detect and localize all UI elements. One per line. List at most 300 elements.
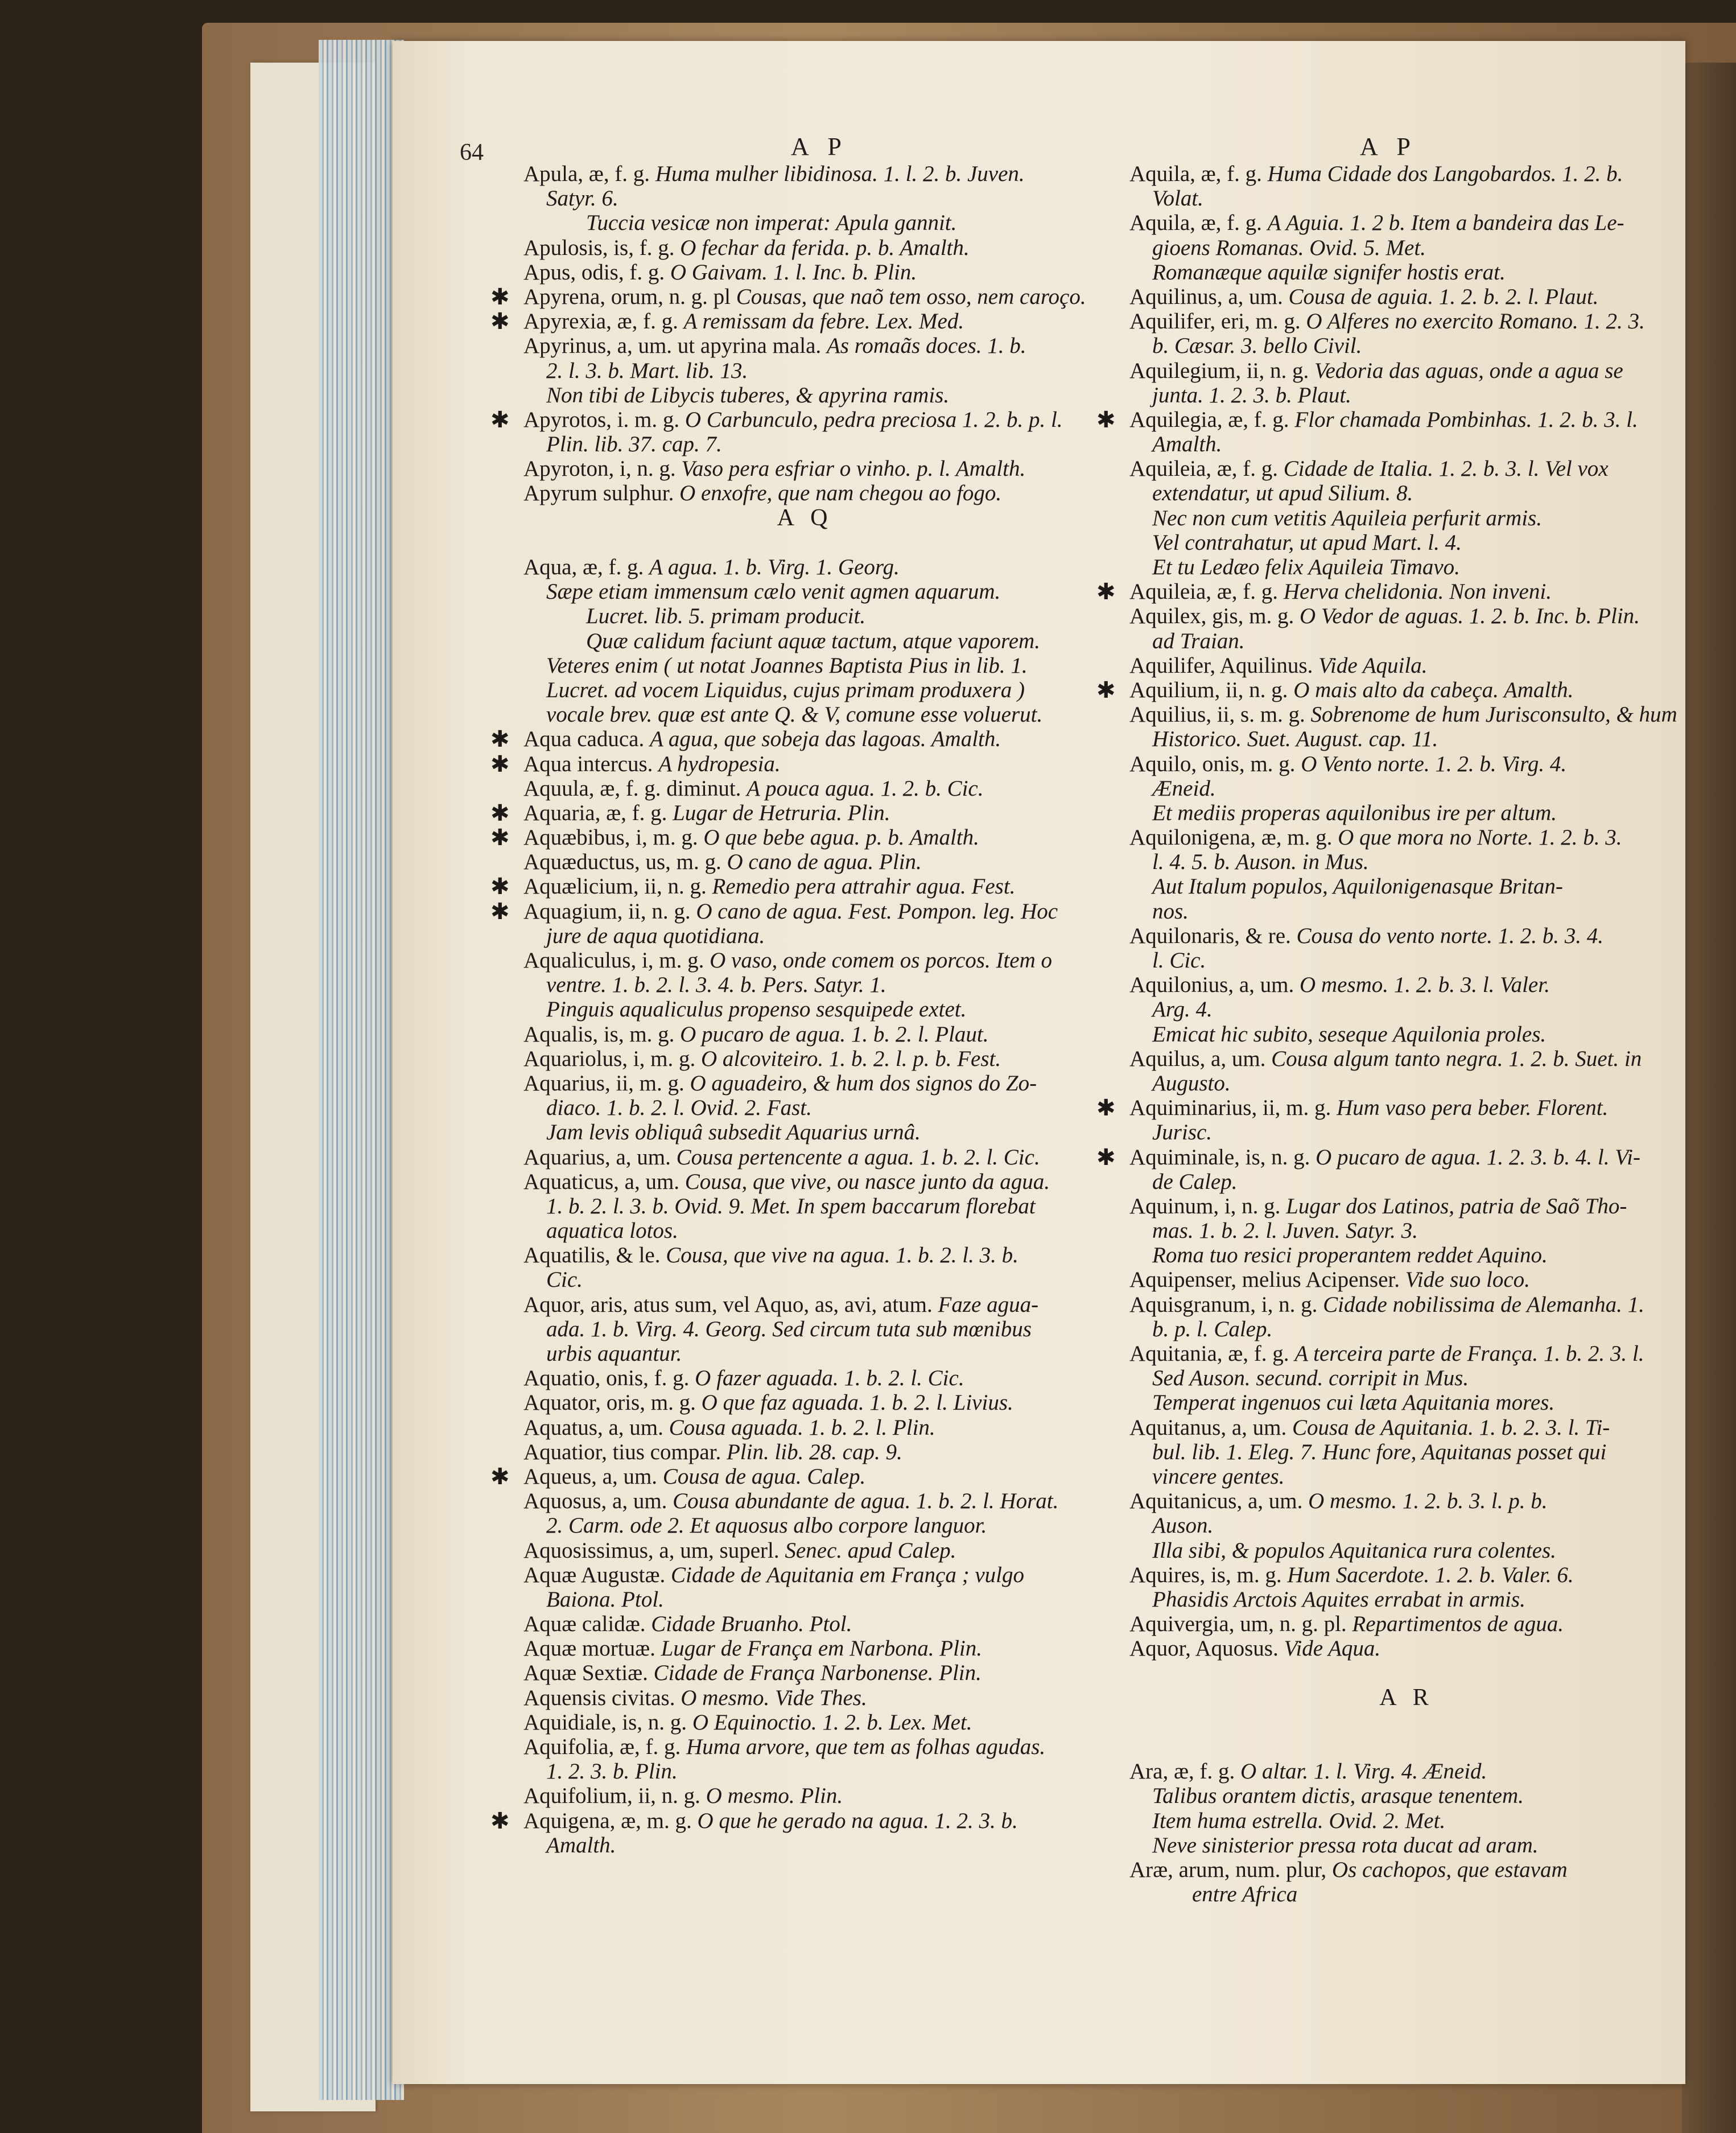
dictionary-line (1129, 1366, 1684, 1390)
dictionary-line (523, 1735, 1087, 1759)
dictionary-line (1129, 506, 1684, 530)
definition-text: Lucret. ad vocem Liquidus, cujus primam produxera ) (546, 677, 1025, 702)
dictionary-line (1129, 1071, 1684, 1096)
dictionary-line (490, 800, 1087, 826)
definition-text: Cousa de aguia. 1. 2. b. 2. l. Plaut. (1288, 284, 1599, 309)
dictionary-line (523, 1022, 1087, 1047)
definition-text: Augusto. (1152, 1070, 1231, 1096)
dictionary-line (1129, 309, 1684, 333)
dictionary-line (523, 1513, 1087, 1538)
definition-text: 1. 2. 3. b. Plin. (546, 1759, 678, 1784)
definition-text: Remedio pera attrahir agua. Fest. (712, 874, 1016, 899)
definition-text: Item huma estrella. Ovid. 2. Met. (1152, 1808, 1446, 1833)
dictionary-line (1129, 1538, 1684, 1563)
dictionary-line (1129, 1464, 1684, 1489)
dictionary-line (1129, 1267, 1684, 1292)
dictionary-line (1129, 383, 1684, 407)
definition-text: O cano de agua. Fest. Pompon. leg. Hoc (696, 899, 1058, 924)
definition-text: Satyr. 6. (546, 186, 618, 211)
definition-text: O pucaro de agua. 1. b. 2. l. Plaut. (680, 1022, 989, 1047)
dictionary-line (1129, 1858, 1684, 1882)
definition-text: Jam levis obliquâ subsedit Aquarius urnâ. (546, 1120, 921, 1145)
headword: Aquinum, i, n. g. (1129, 1193, 1286, 1218)
definition-text: O fechar da ferida. p. b. Amalth. (680, 235, 970, 260)
dictionary-line (1129, 727, 1684, 751)
definition-text: O cano de agua. Plin. (727, 850, 922, 875)
definition-text: O Carbunculo, pedra preciosa 1. 2. b. p. l. (684, 407, 1063, 432)
headword: Aquæductus, us, m. g. (523, 850, 727, 875)
definition-text: Amalth. (546, 1833, 616, 1858)
dictionary-line (1129, 333, 1684, 358)
section-heading: A Q (777, 504, 834, 531)
dictionary-line (1096, 406, 1684, 433)
definition-text: Vide suo loco. (1405, 1267, 1530, 1292)
dictionary-line (1129, 1022, 1684, 1047)
dictionary-line (523, 604, 1087, 628)
dictionary-line (1129, 629, 1684, 653)
dictionary-line (490, 308, 1087, 335)
asterisk-icon: ✱ (490, 751, 510, 777)
dictionary-line (1129, 1390, 1684, 1415)
dictionary-line (523, 1489, 1087, 1513)
dictionary-line (1096, 677, 1684, 703)
dictionary-line (490, 898, 1087, 924)
headword: Aquilonaris, & re. (1129, 923, 1297, 948)
headword: Aquileia, æ, f. g. (1129, 456, 1284, 481)
dictionary-line (490, 1807, 1087, 1834)
dictionary-line (1129, 1440, 1684, 1464)
dictionary-line (1129, 604, 1684, 628)
definition-text: O mesmo. Plin. (706, 1784, 843, 1809)
dictionary-line (1129, 1735, 1684, 1759)
definition-text: Sæpe etiam immensum cælo venit agmen aquarum. (546, 579, 1001, 604)
dictionary-line (523, 1292, 1087, 1317)
dictionary-line (523, 973, 1087, 997)
asterisk-icon: ✱ (490, 1463, 510, 1489)
definition-text: bul. lib. 1. Eleg. 7. Hunc fore, Aquitanas posset qui (1152, 1439, 1607, 1464)
headword: Aquælicium, ii, n. g. (523, 874, 712, 899)
dictionary-line (523, 776, 1087, 801)
definition-text: Cousa abundante de agua. 1. b. 2. l. Horat. (673, 1489, 1059, 1514)
definition-text: Lugar de França em Narbona. Plin. (661, 1636, 983, 1661)
dictionary-line (1129, 1292, 1684, 1317)
definition-text: vincere gentes. (1152, 1464, 1285, 1489)
definition-text: Faze agua- (938, 1292, 1039, 1317)
definition-text: Vel contrahatur, ut apud Mart. l. 4. (1152, 530, 1462, 555)
dictionary-line (1129, 186, 1684, 211)
dictionary-line (1129, 1218, 1684, 1243)
headword: Aquilinus, a, um. (1129, 284, 1289, 309)
dictionary-line (1129, 1882, 1684, 1906)
definition-text: A pouca agua. 1. 2. b. Cic. (747, 776, 984, 801)
dictionary-line (1129, 1317, 1684, 1341)
dictionary-line (523, 1096, 1087, 1120)
headword: Aquæ calidæ. (523, 1612, 651, 1637)
page-number: 64 (460, 139, 484, 166)
definition-text: O Equinoctio. 1. 2. b. Lex. Met. (692, 1710, 972, 1735)
definition-text: Cousa de agua. Calep. (662, 1464, 866, 1489)
headword: Aqualis, is, m. g. (523, 1022, 681, 1047)
headword: Aquatior, tius compar. (523, 1439, 727, 1464)
definition-text: junta. 1. 2. 3. b. Plaut. (1152, 382, 1351, 407)
dictionary-line (523, 456, 1087, 481)
definition-text: O alcoviteiro. 1. b. 2. l. p. b. Fest. (700, 1046, 1001, 1071)
headword: Aquires, is, m. g. (1129, 1562, 1288, 1587)
dictionary-line (1096, 1144, 1684, 1170)
dictionary-line (1129, 1513, 1684, 1538)
dictionary-line (1129, 1833, 1684, 1858)
headword: Aquilium, ii, n. g. (1129, 677, 1294, 702)
definition-text: O pucaro de agua. 1. 2. 3. b. 4. l. Vi- (1316, 1144, 1640, 1170)
dictionary-line (1129, 801, 1684, 825)
dictionary-line (523, 1366, 1087, 1390)
dictionary-line (523, 678, 1087, 702)
asterisk-icon: ✱ (490, 874, 510, 900)
headword: Apyrena, orum, n. g. pl (523, 284, 736, 309)
definition-text: b. p. l. Calep. (1152, 1316, 1273, 1341)
headword: Aquileia, æ, f. g. (1129, 579, 1284, 604)
dictionary-line (523, 1563, 1087, 1587)
dictionary-line (523, 333, 1087, 358)
dictionary-line (1129, 752, 1684, 776)
dictionary-line (523, 1120, 1087, 1144)
dictionary-line (1129, 1489, 1684, 1513)
dictionary-line (1129, 948, 1684, 973)
headword: Apus, odis, f. g. (523, 260, 670, 285)
dictionary-line (1129, 776, 1684, 801)
definition-text: A remissam da febre. Lex. Med. (683, 309, 964, 334)
definition-text: A agua. 1. b. Virg. 1. Georg. (649, 555, 900, 579)
definition-text: O mesmo. 1. 2. b. 3. l. p. b. (1308, 1489, 1548, 1514)
definition-text: O altar. 1. l. Virg. 4. Æneid. (1240, 1759, 1487, 1784)
dictionary-line (523, 579, 1087, 604)
dictionary-line (1129, 1170, 1684, 1194)
dictionary-line (523, 211, 1087, 235)
headword: Aræ, arum, num. plur, (1129, 1857, 1332, 1882)
asterisk-icon: ✱ (490, 308, 510, 335)
definition-text: Volat. (1152, 186, 1203, 211)
headword: Aquivergia, um, n. g. pl. (1129, 1612, 1352, 1637)
headword: Aquitanicus, a, um. (1129, 1489, 1309, 1514)
dictionary-line (523, 260, 1087, 285)
headword: Aquiminarius, ii, m. g. (1129, 1096, 1337, 1121)
headword: Aquifolia, æ, f. g. (523, 1735, 686, 1759)
definition-text: Jurisc. (1152, 1120, 1213, 1145)
headword: Aquatus, a, um. (523, 1415, 669, 1440)
headword: Aquariolus, i, m. g. (523, 1046, 701, 1071)
definition-text: gioens Romanas. Ovid. 5. Met. (1152, 235, 1426, 260)
definition-text: O mesmo. Vide Thes. (681, 1685, 867, 1710)
definition-text: O que faz aguada. 1. b. 2. l. Livius. (701, 1390, 1013, 1415)
definition-text: Temperat ingenuos cui læta Aquitania mores. (1152, 1390, 1555, 1415)
dictionary-line (1129, 555, 1684, 579)
definition-text: Cidade Bruanho. Ptol. (651, 1612, 852, 1637)
asterisk-icon: ✱ (1096, 406, 1116, 433)
right-column-header: A P (1360, 133, 1417, 160)
dictionary-line (523, 702, 1087, 727)
headword: Aquæ mortuæ. (523, 1636, 661, 1661)
definition-text: Romanæque aquilæ signifer hostis erat. (1152, 260, 1506, 285)
dictionary-line (523, 924, 1087, 948)
asterisk-icon: ✱ (490, 726, 510, 752)
definition-text: Non tibi de Libycis tuberes, & apyrina ramis. (546, 382, 950, 407)
headword: Aquitanus, a, um. (1129, 1415, 1292, 1440)
definition-text: 2. Carm. ode 2. Et aquosus albo corpore languor. (546, 1513, 987, 1538)
definition-text: Aut Italum populos, Aquilonigenasque Britan- (1152, 874, 1563, 899)
headword: Aqueus, a, um. (523, 1464, 663, 1489)
dictionary-line (523, 162, 1087, 186)
definition-text: l. Cic. (1152, 948, 1206, 973)
headword: Apyrinus, a, um. ut apyrina mala. (523, 333, 827, 359)
headword: Aquilonius, a, um. (1129, 973, 1300, 998)
headword: Aqua intercus. (523, 751, 659, 776)
headword: Aquila, æ, f. g. (1129, 211, 1268, 236)
dictionary-line (1129, 1661, 1684, 1685)
headword: Aquilo, onis, m. g. (1129, 751, 1301, 776)
definition-text: Sed Auson. secund. corripit in Mus. (1152, 1366, 1469, 1391)
definition-text: Et mediis properas aquilonibus ire per altum. (1152, 800, 1557, 825)
dictionary-line (523, 1194, 1087, 1218)
headword: Aquator, oris, m. g. (523, 1390, 702, 1415)
definition-text: Cidade nobilissima de Alemanha. 1. (1323, 1292, 1644, 1317)
definition-text: Cousa algum tanto negra. 1. 2. b. Suet. in (1271, 1046, 1642, 1071)
dictionary-line (1129, 211, 1684, 235)
dictionary-line (490, 874, 1087, 900)
dictionary-line (490, 406, 1087, 433)
dictionary-line (523, 948, 1087, 973)
dictionary-line (523, 1686, 1087, 1710)
definition-text: Huma arvore, que tem as folhas agudas. (686, 1735, 1046, 1759)
headword: Aquæ Augustæ. (523, 1562, 671, 1587)
dictionary-line (1129, 1563, 1684, 1587)
headword: Apyroton, i, n. g. (523, 456, 682, 481)
headword: Aquensis civitas. (523, 1685, 681, 1710)
headword: Aqua, æ, f. g. (523, 555, 649, 579)
dictionary-line (1129, 359, 1684, 383)
definition-text: As romaãs doces. 1. b. (826, 333, 1026, 359)
dictionary-line (523, 481, 1087, 505)
asterisk-icon: ✱ (490, 800, 510, 826)
definition-text: Illa sibi, & populos Aquitanica rura colentes. (1152, 1538, 1556, 1563)
definition-text: O Gaivam. 1. l. Inc. b. Plin. (670, 260, 917, 285)
page-edges (319, 40, 404, 2100)
definition-text: nos. (1152, 899, 1189, 924)
definition-text: Cousa pertencente a agua. 1. b. 2. l. Cic. (676, 1144, 1040, 1170)
dictionary-line (523, 1440, 1087, 1464)
definition-text: O mesmo. 1. 2. b. 3. l. Valer. (1300, 973, 1550, 998)
definition-text: Hum Sacerdote. 1. 2. b. Valer. 6. (1287, 1562, 1574, 1587)
definition-text: Cic. (546, 1267, 583, 1292)
dictionary-line (1129, 530, 1684, 555)
definition-text: A terceira parte de França. 1. b. 2. 3. l. (1294, 1341, 1644, 1366)
definition-text: O aguadeiro, & hum dos signos do Zo- (690, 1070, 1037, 1096)
definition-text: vocale brev. quæ est ante Q. & V, comune esse voluerut. (546, 702, 1043, 727)
dictionary-line (1129, 899, 1684, 924)
definition-text: Cidade de França Narbonense. Plin. (653, 1661, 982, 1686)
asterisk-icon: ✱ (490, 825, 510, 851)
dictionary-line (490, 283, 1087, 310)
dictionary-line (523, 1243, 1087, 1267)
dictionary-line (523, 1218, 1087, 1243)
definition-text: Tuccia vesicæ non imperat: Apula gannit. (586, 211, 957, 236)
headword: Aquisgranum, i, n. g. (1129, 1292, 1323, 1317)
definition-text: Repartimentos de agua. (1352, 1612, 1564, 1637)
headword: Apyrum sulphur. (523, 481, 680, 506)
headword: Apula, æ, f. g. (523, 162, 655, 186)
dictionary-line (1129, 1194, 1684, 1218)
dictionary-line (523, 1538, 1087, 1563)
definition-text: Os cachopos, que estavam (1331, 1857, 1568, 1882)
definition-text: ad Traian. (1152, 628, 1245, 653)
dictionary-line (523, 1267, 1087, 1292)
headword: Aquor, aris, atus sum, vel Aquo, as, avi, atum. (523, 1292, 938, 1317)
dictionary-line (523, 653, 1087, 678)
headword: Aquitania, æ, f. g. (1129, 1341, 1295, 1366)
dictionary-line (1129, 973, 1684, 997)
headword: Aquæ Sextiæ. (523, 1661, 654, 1686)
asterisk-icon: ✱ (490, 898, 510, 924)
dictionary-line (1129, 481, 1684, 505)
dictionary-line (523, 383, 1087, 407)
dictionary-line (490, 825, 1087, 851)
definition-text: mas. 1. b. 2. l. Juven. Satyr. 3. (1152, 1218, 1418, 1243)
dictionary-line (523, 186, 1087, 211)
dictionary-line (1129, 924, 1684, 948)
definition-text: Senec. apud Calep. (785, 1538, 956, 1563)
dictionary-line (1129, 874, 1684, 899)
dictionary-line (1129, 1243, 1684, 1267)
headword: Aquilegia, æ, f. g. (1129, 407, 1295, 432)
headword: Aquiminale, is, n. g. (1129, 1144, 1316, 1170)
definition-text: O vaso, onde comem os porcos. Item o (710, 948, 1052, 973)
definition-text: Arg. 4. (1152, 997, 1213, 1022)
headword: Aquosissimus, a, um, superl. (523, 1538, 785, 1563)
definition-text: A agua, que sobeja das lagoas. Amalth. (649, 727, 1001, 752)
headword: Aquilifer, Aquilinus. (1129, 653, 1319, 678)
asterisk-icon: ✱ (490, 283, 510, 310)
dictionary-line (1129, 850, 1684, 874)
dictionary-line (1129, 1710, 1684, 1735)
definition-text: Herva chelidonia. Non inveni. (1283, 579, 1552, 604)
definition-text: Cousa, que vive, ou nasce junto da agua. (684, 1169, 1050, 1194)
dictionary-line (1129, 1120, 1684, 1144)
headword: Aquilegium, ii, n. g. (1129, 358, 1314, 383)
headword: Aquula, æ, f. g. diminut. (523, 776, 747, 801)
definition-text: Vedoria das aguas, onde a agua se (1314, 358, 1623, 383)
dictionary-line (1129, 1415, 1684, 1440)
dictionary-line (523, 1047, 1087, 1071)
dictionary-line (523, 1341, 1087, 1366)
dictionary-line (1129, 285, 1684, 309)
dictionary-line (1129, 236, 1684, 260)
definition-text: Lucret. lib. 5. primam producit. (586, 604, 866, 629)
dictionary-line (490, 726, 1087, 752)
definition-text: Phasidis Arctois Aquites errabat in armis. (1152, 1587, 1525, 1612)
dictionary-line (523, 1170, 1087, 1194)
headword: Aquarius, ii, m. g. (523, 1070, 690, 1096)
asterisk-icon: ✱ (1096, 579, 1116, 605)
definition-text: diaco. 1. b. 2. l. Ovid. 2. Fast. (546, 1096, 812, 1121)
definition-text: O que bebe agua. p. b. Amalth. (703, 825, 979, 850)
dictionary-line (1129, 1636, 1684, 1661)
headword: Aquilonigena, æ, m. g. (1129, 825, 1338, 850)
definition-text: Lugar de Hetruria. Plin. (673, 800, 890, 825)
definition-text: O que he gerado na agua. 1. 2. 3. b. (697, 1808, 1018, 1833)
dictionary-line (523, 1145, 1087, 1170)
dictionary-line (1129, 1784, 1684, 1808)
definition-text: Huma mulher libidinosa. 1. l. 2. b. Juven. (655, 162, 1025, 186)
definition-text: Cidade de Italia. 1. 2. b. 3. l. Vel vox (1283, 456, 1609, 481)
definition-text: 1. b. 2. l. 3. b. Ovid. 9. Met. In spem baccarum florebat (546, 1193, 1036, 1218)
dictionary-line (523, 1415, 1087, 1440)
dictionary-line (523, 1759, 1087, 1784)
definition-text: Pinguis aqualiculus propenso sesquipede extet. (546, 997, 967, 1022)
definition-text: entre Africa (1192, 1882, 1298, 1907)
dictionary-line (523, 432, 1087, 456)
definition-text: O Alferes no exercito Romano. 1. 2. 3. (1306, 309, 1645, 334)
definition-text: Flor chamada Pombinhas. 1. 2. b. 3. l. (1294, 407, 1638, 432)
headword: Aquagium, ii, n. g. (523, 899, 696, 924)
definition-text: Et tu Ledæo felix Aquileia Timavo. (1152, 555, 1460, 579)
dictionary-line (1129, 702, 1684, 727)
headword: Aquosus, a, um. (523, 1489, 673, 1514)
headword: Aquipenser, melius Acipenser. (1129, 1267, 1405, 1292)
headword: Aquatio, onis, f. g. (523, 1366, 695, 1391)
definition-text: Quæ calidum faciunt aquæ tactum, atque vaporem. (586, 628, 1040, 653)
book-cover-right-edge (1682, 63, 1736, 2133)
headword: Aquila, æ, f. g. (1129, 162, 1268, 186)
headword: Aqualiculus, i, m. g. (523, 948, 710, 973)
definition-text: A Aguia. 1. 2 b. Item a bandeira das Le- (1267, 211, 1624, 236)
dictionary-line (1129, 653, 1684, 678)
dictionary-line (523, 1390, 1087, 1415)
headword: Aquifolium, ii, n. g. (523, 1784, 706, 1809)
dictionary-line (1129, 1341, 1684, 1366)
definition-text: Nec non cum vetitis Aquileia perfurit armis. (1152, 505, 1542, 530)
section-heading: A R (1379, 1684, 1434, 1711)
dictionary-line (1129, 997, 1684, 1022)
definition-text: Cousa aguada. 1. b. 2. l. Plin. (669, 1415, 935, 1440)
definition-text: l. 4. 5. b. Auson. in Mus. (1152, 850, 1369, 875)
definition-text: O Vento norte. 1. 2. b. Virg. 4. (1301, 751, 1567, 776)
definition-text: Sobrenome de hum Jurisconsulto, & hum (1310, 702, 1677, 727)
definition-text: de Calep. (1152, 1169, 1238, 1194)
dictionary-line (523, 359, 1087, 383)
headword: Aquaticus, a, um. (523, 1169, 685, 1194)
definition-text: O que mora no Norte. 1. 2. b. 3. (1338, 825, 1622, 850)
definition-text: Cousa de Aquitania. 1. b. 2. 3. l. Ti- (1292, 1415, 1610, 1440)
dictionary-line (523, 1317, 1087, 1341)
definition-text: Hum vaso pera beber. Florent. (1337, 1096, 1609, 1121)
definition-text: Huma Cidade dos Langobardos. 1. 2. b. (1267, 162, 1623, 186)
left-column (490, 162, 1087, 1858)
definition-text: Neve sinisterior pressa rota ducat ad aram. (1152, 1833, 1539, 1858)
headword: Aquigena, æ, m. g. (523, 1808, 698, 1833)
definition-text: jure de aqua quotidiana. (546, 923, 765, 948)
definition-text: Cidade de Aquitania em França ; vulgo (670, 1562, 1024, 1587)
dictionary-line (1096, 579, 1684, 605)
asterisk-icon: ✱ (1096, 677, 1116, 703)
headword: Aquilius, ii, s. m. g. (1129, 702, 1311, 727)
definition-text: Vide Aquila. (1318, 653, 1428, 678)
dictionary-line (523, 1710, 1087, 1735)
right-column (1096, 162, 1684, 1907)
dictionary-line (523, 1661, 1087, 1685)
definition-text: Baiona. Ptol. (546, 1587, 664, 1612)
definition-text: ada. 1. b. Virg. 4. Georg. Sed circum tuta sub mœnibus (546, 1316, 1032, 1341)
headword: Aquatilis, & le. (523, 1243, 666, 1268)
dictionary-line (1129, 1587, 1684, 1612)
